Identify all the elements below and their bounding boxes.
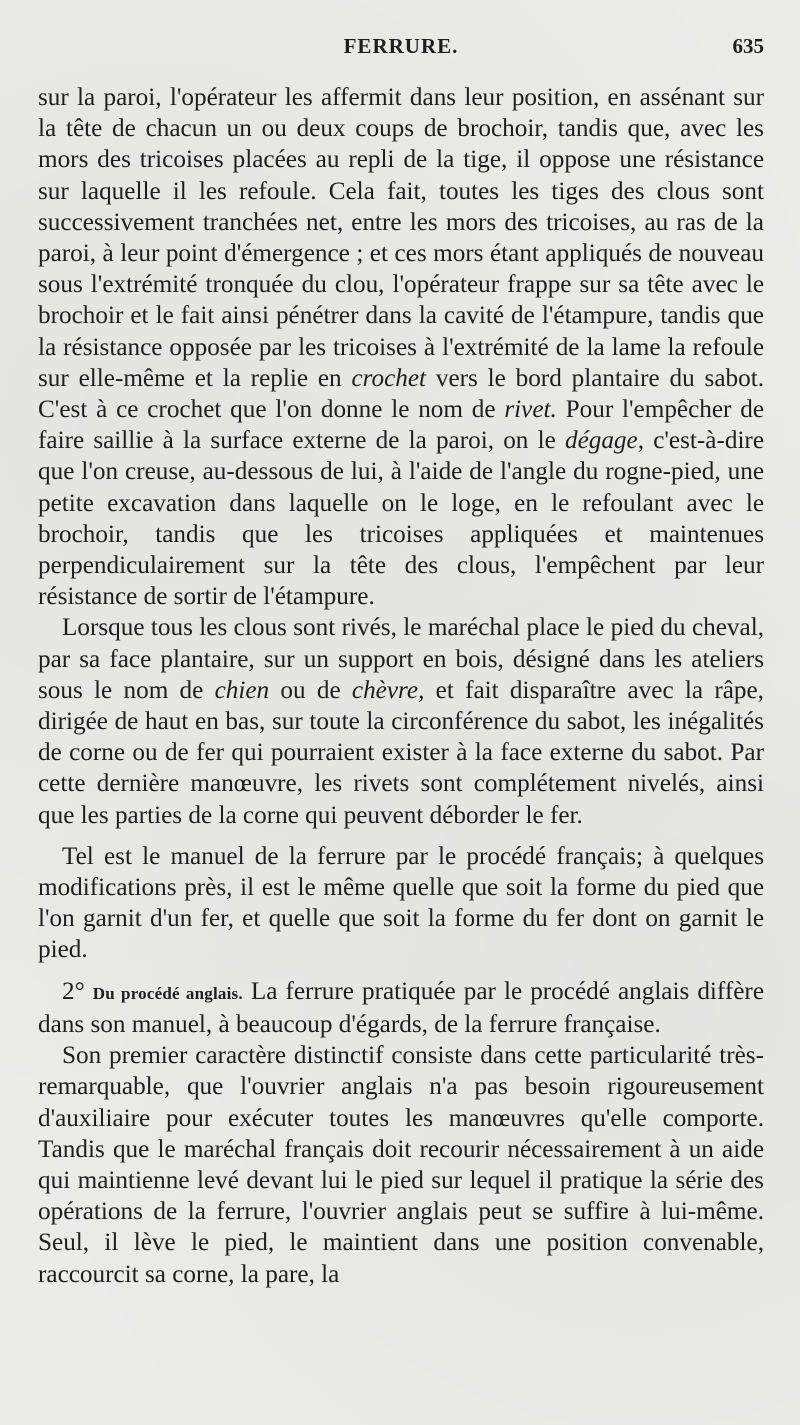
text-run: sur la paroi, l'opérateur les affermit dans leur position, en assénant sur la tête de chacun un ou deux coups de brochoir, tandis que, avec les mors des tricoises placées au repli de la tige, il oppose une résistance sur laquelle il les refoule. Cela fait, toutes les tiges des clous sont successivement tranchées net, entre les mors des tricoises, au ras de la paroi, à leur point d'émergence ; et ces mors étant appliqués de nouveau sous l'extrémité tronquée du clou, l'opérateur frappe sur sa tête avec le brochoir et le fait ainsi pénétrer dans la cavité de l'étampure, tandis que la résistance opposée par les tricoises à l'extrémité de la lame la refoule sur elle-même et la replie en	[38, 84, 764, 392]
running-title: FERRURE.	[343, 34, 459, 58]
paragraph-1	[38, 82, 764, 612]
paragraph-2	[38, 612, 764, 830]
page-number: 635	[732, 34, 764, 58]
text-run: Son premier caractère distinctif consiste dans cette particularité très-remarquable, que l'ouvrier anglais n'a pas besoin rigoureusement d'auxiliaire pour exécuter toutes les manœuvres qu'elle comporte. Tandis que le maréchal français doit recourir nécessairement à un aide qui maintienne levé devant lui le pied sur lequel il pratique la série des opérations de la ferrure, l'ouvrier anglais peut se suffire à lui-même. Seul, il lève le pied, le maintient dans une position convenable, raccourcit sa corne, la pare, la	[38, 1042, 764, 1288]
text-run: Lorsque tous les clous sont rivés, le maréchal place le pied du cheval, par sa face plantaire, sur un support en bois, désigné dans les ateliers sous le nom de	[38, 614, 764, 704]
text-run: 2°	[62, 977, 93, 1005]
text-run: La ferrure pratiquée par le procédé anglais diffère dans son manuel, à beaucoup d'égards, de la ferrure française.	[38, 977, 764, 1038]
text-run: vers le bord plantaire du sabot. C'est à ce crochet que l'on donne le nom de	[38, 364, 764, 424]
section-heading: Du procédé anglais.	[92, 983, 243, 1003]
italic-term: rivet.	[504, 396, 557, 424]
text-run: Pour l'empêcher de faire saillie à la surface externe de la paroi, on le	[38, 396, 765, 455]
text-run: et fait disparaître avec la râpe, dirigée de haut en bas, sur toute la circonférence du sabot, les inégalités de corne ou de fer qui pourraient exister à la face externe du sabot. Par cette dernière manœuvre, les rivets sont complétement nivelés, ainsi que les parties de la corne qui peuvent déborder le fer.	[38, 676, 764, 829]
italic-term: crochet	[351, 364, 427, 392]
text-run: c'est-à-dire que l'on creuse, au-dessous de lui, à l'aide de l'angle du rogne-pied, une petite excavation dans laquelle on le loge, en le refoulant avec le brochoir, tandis que les tricoises appliquées et maintenues perpendiculairement sur la tête des clous, l'empêchent par leur résistance de sortir de l'étampure.	[38, 427, 765, 611]
italic-term: dégage,	[564, 427, 644, 455]
page-header	[38, 28, 764, 62]
italic-term: chien	[214, 676, 270, 704]
text-run: ou de	[269, 676, 352, 704]
body-text	[38, 82, 764, 1290]
italic-term: chèvre,	[351, 676, 425, 704]
paragraph-4-section	[38, 976, 764, 1040]
paragraph-5	[38, 1040, 764, 1290]
paragraph-3	[38, 841, 764, 966]
text-run: Tel est le manuel de la ferrure par le procédé français; à quelques modifications près, il est le même quelle que soit la forme du pied que l'on garnit d'un fer, et quelle que soit la forme du fer dont on garnit le pied.	[38, 842, 764, 964]
